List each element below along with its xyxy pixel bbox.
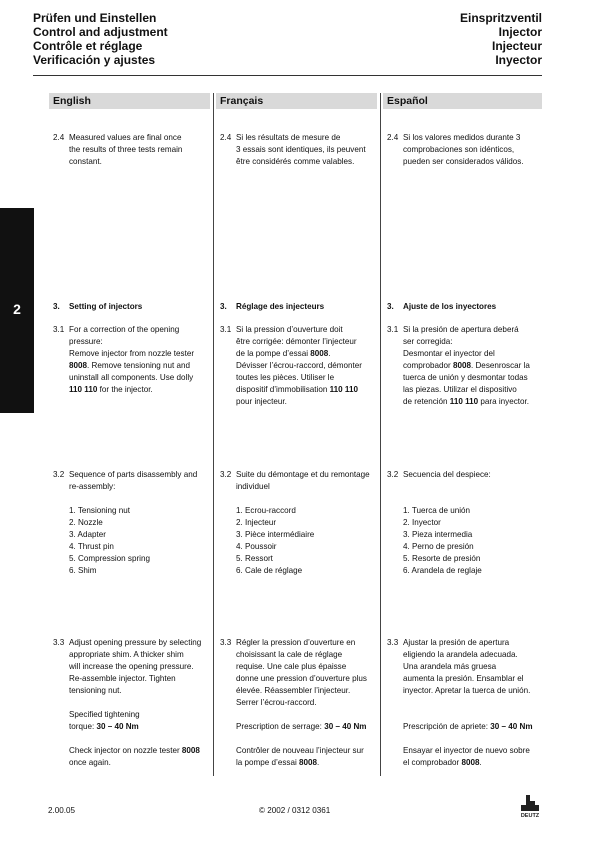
list-item: 1. Ecrou-raccord	[236, 506, 296, 515]
text-span: .	[328, 349, 331, 358]
text-line: toutes les pièces. Utiliser le	[236, 373, 335, 382]
list-item: 3. Adapter	[69, 530, 106, 539]
text-line: re-assembly:	[69, 482, 116, 491]
section-number: 3.2	[387, 470, 399, 479]
text-line: requise. Une cale plus épaisse	[236, 662, 347, 671]
text-line: 3 essais sont identiques, ils peuvent	[236, 145, 366, 154]
header-subject-fr: Injecteur	[491, 39, 542, 53]
torque-value: 30 – 40 Nm	[324, 722, 367, 731]
section-number: 3.1	[53, 325, 65, 334]
tool-number: 8008	[452, 361, 471, 370]
text-line	[69, 360, 194, 372]
text-line: uninstall all components. Use dolly	[69, 373, 194, 382]
section-number: 2.4	[220, 133, 232, 142]
section-number: 3.1	[387, 325, 399, 334]
text-line: aumenta la presión. Ensamblar el	[403, 674, 524, 683]
tool-number: 8008	[299, 758, 318, 767]
list-item: 1. Tuerca de unión	[403, 506, 471, 515]
column-header-english: English	[49, 93, 210, 109]
tool-number: 8008	[69, 361, 88, 370]
text-line: élevée. Réassembler l’injecteur.	[236, 686, 351, 695]
text-line	[403, 721, 533, 733]
text-line: individuel	[236, 482, 270, 491]
text-line: choisissant la cale de réglage	[236, 650, 343, 659]
text-line: Serrer l’écrou-raccord.	[236, 698, 317, 707]
column-header-francais: Français	[216, 93, 377, 109]
torque-value: 30 – 40 Nm	[490, 722, 533, 731]
section-number: 3.1	[220, 325, 232, 334]
text-line: pressure:	[69, 337, 103, 346]
text-line: eligiendo la arandela adecuada.	[403, 650, 518, 659]
header-title-es: Verificación y ajustes	[33, 53, 156, 67]
section-number: 3.3	[387, 638, 399, 647]
text-line: Desmontar el inyector del	[403, 349, 495, 358]
text-span: de la pompe d’essai	[236, 349, 311, 358]
text-line: pueden ser considerados válidos.	[403, 157, 524, 166]
section-number: 3.3	[220, 638, 232, 647]
list-item: 6. Shim	[69, 566, 97, 575]
text-line	[236, 384, 362, 396]
text-line: For a correction of the opening	[69, 325, 180, 334]
header-subject-de: Einspritzventil	[459, 11, 542, 25]
text-line: the results of three tests remain	[69, 145, 183, 154]
text-line: Contrôler de nouveau l’injecteur sur	[236, 746, 364, 755]
tool-number: 110 110	[329, 385, 358, 394]
text-line: las piezas. Utilizar el dispositivo	[403, 385, 517, 394]
text-line: Measured values are final once	[69, 133, 182, 142]
text-span: Check injector on nozzle tester	[69, 746, 182, 755]
text-line: Adjust opening pressure by selecting	[69, 638, 202, 647]
text-line: Si la presión de apertura deberá	[403, 325, 519, 334]
section-number: 3.2	[53, 470, 65, 479]
list-item: 2. Injecteur	[236, 518, 277, 527]
list-item: 2. Nozzle	[69, 518, 103, 527]
text-line: donne une pression d’ouverture plus	[236, 674, 367, 683]
text-span: la pompe d’essai	[236, 758, 299, 767]
deutz-logo-icon	[517, 793, 543, 819]
header-divider	[33, 75, 542, 76]
header-title-de: Prüfen und Einstellen	[33, 11, 157, 25]
text-span: .	[479, 758, 482, 767]
footer-copyright: © 2002 / 0312 0361	[259, 806, 331, 815]
text-span: for the injector.	[97, 385, 153, 394]
text-line: Si los valores medidos durante 3	[403, 133, 521, 142]
text-line: Ensayar el inyector de nuevo sobre	[403, 746, 530, 755]
text-span: comprobador	[403, 361, 453, 370]
text-span: .	[317, 758, 320, 767]
text-line: once again.	[69, 758, 111, 767]
text-line: être corrigée: démonter l’injecteur	[236, 337, 357, 346]
chapter-tab	[0, 208, 34, 413]
text-line: Specified tightening	[69, 710, 140, 719]
chapter-number: 2	[13, 301, 21, 317]
text-span: Prescription de serrage:	[236, 722, 325, 731]
text-span: . Remove tensioning nut and	[87, 361, 191, 370]
text-line	[236, 757, 367, 769]
section-title: Réglage des injecteurs	[236, 302, 325, 311]
list-item: 3. Pieza intermedia	[403, 530, 473, 539]
column-header-espanol: Español	[383, 93, 542, 109]
text-line: pour injecteur.	[236, 397, 287, 406]
text-line: Dévisser l’écrou-raccord, démonter	[236, 361, 362, 370]
header-right	[460, 11, 542, 67]
text-line: constant.	[69, 157, 102, 166]
section-number: 3.	[387, 302, 394, 311]
text-line: être considérés comme valables.	[236, 157, 355, 166]
text-line: tuerca de unión y desmontar todas	[403, 373, 528, 382]
tool-number: 110 110	[449, 397, 479, 406]
text-line: Suite du démontage et du remontage	[236, 470, 370, 479]
list-item: 5. Resorte de presión	[403, 554, 481, 563]
text-line	[236, 348, 362, 360]
list-item: 5. Compression spring	[69, 554, 150, 563]
tool-number: 8008	[181, 746, 200, 755]
text-line: comprobaciones son idénticos,	[403, 145, 515, 154]
text-line: Remove injector from nozzle tester	[69, 349, 195, 358]
text-span: para inyector.	[478, 397, 530, 406]
list-item: 4. Perno de presión	[403, 542, 474, 551]
text-line: Secuencia del despiece:	[403, 470, 491, 479]
list-item: 2. Inyector	[403, 518, 441, 527]
section-number: 3.	[53, 302, 60, 311]
tool-number: 8008	[310, 349, 329, 358]
section-number: 2.4	[53, 133, 65, 142]
header-title-fr: Contrôle et réglage	[33, 39, 143, 53]
section-number: 3.3	[53, 638, 65, 647]
section-title: Ajuste de los inyectores	[403, 302, 497, 311]
footer-page-number: 2.00.05	[48, 806, 76, 815]
text-line: will increase the opening pressure.	[69, 662, 194, 671]
text-line	[403, 360, 530, 372]
text-span: . Desenroscar la	[470, 361, 530, 370]
list-item: 5. Ressort	[236, 554, 273, 563]
torque-value: 30 – 40 Nm	[96, 722, 139, 731]
text-line: Ajustar la presión de apertura	[403, 638, 510, 647]
text-line: Régler la pression d’ouverture en	[236, 638, 356, 647]
text-line: inyector. Apretar la tuerca de unión.	[403, 686, 531, 695]
header-subject-en: Injector	[498, 25, 542, 39]
text-line	[69, 745, 201, 757]
list-item: 4. Thrust pin	[69, 542, 114, 551]
text-line	[236, 721, 367, 733]
text-span: Prescripción de apriete:	[403, 722, 491, 731]
list-item: 3. Pièce intermédiaire	[236, 530, 315, 539]
list-item: 6. Arandela de reglaje	[403, 566, 482, 575]
text-line: ser corregida:	[403, 337, 453, 346]
section-number: 2.4	[387, 133, 399, 142]
tool-number: 8008	[461, 758, 480, 767]
text-line: appropriate shim. A thicker shim	[69, 650, 184, 659]
text-span: torque:	[69, 722, 97, 731]
list-item: 1. Tensioning nut	[69, 506, 131, 515]
text-line	[403, 757, 533, 769]
column-divider	[213, 93, 214, 776]
text-line: tensioning nut.	[69, 686, 122, 695]
section-number: 3.	[220, 302, 227, 311]
tool-number: 110 110	[69, 385, 98, 394]
logo-text: DEUTZ	[520, 813, 540, 819]
text-line: Si la pression d’ouverture doit	[236, 325, 343, 334]
text-line: Sequence of parts disassembly and	[69, 470, 198, 479]
header-title-en: Control and adjustment	[33, 25, 168, 39]
text-span: de retención	[403, 397, 450, 406]
section-number: 3.2	[220, 470, 232, 479]
list-item: 6. Cale de réglage	[236, 566, 303, 575]
text-line	[69, 384, 194, 396]
header-left	[33, 11, 168, 67]
text-line	[403, 396, 530, 408]
section-title: Setting of injectors	[69, 302, 143, 311]
text-span: dispositif d’immobilisation	[236, 385, 330, 394]
text-span: el comprobador	[403, 758, 462, 767]
text-line: Una arandela más gruesa	[403, 662, 497, 671]
column-divider	[380, 93, 381, 776]
text-line: Re-assemble injector. Tighten	[69, 674, 176, 683]
text-line	[69, 721, 201, 733]
header-subject-es: Inyector	[495, 53, 542, 67]
list-item: 4. Poussoir	[236, 542, 277, 551]
text-line: Si les résultats de mesure de	[236, 133, 341, 142]
